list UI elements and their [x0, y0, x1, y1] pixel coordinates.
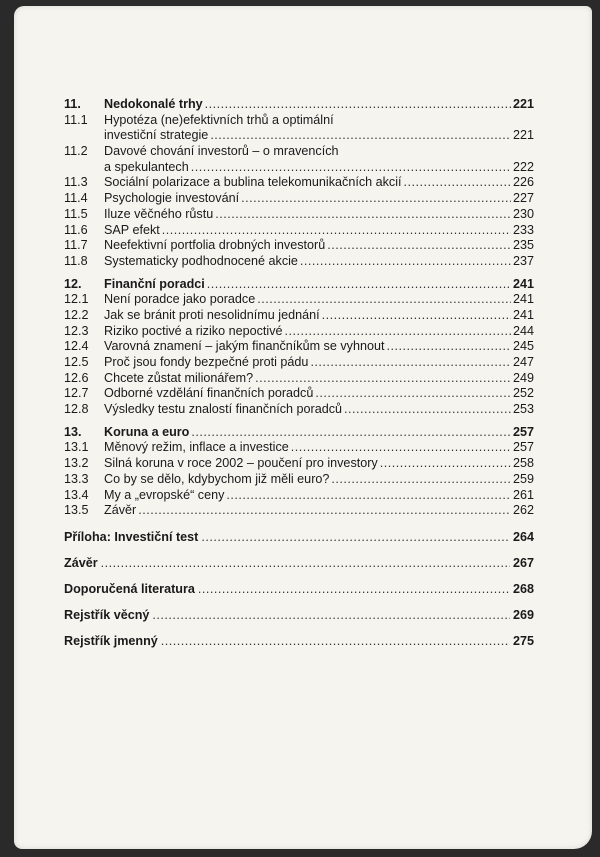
dot-leader — [257, 292, 511, 308]
dot-leader — [152, 607, 510, 623]
section-number: 13.4 — [64, 487, 89, 502]
dot-leader — [300, 254, 511, 270]
section-number: 13.3 — [64, 471, 89, 486]
section-number: 12.8 — [64, 402, 89, 417]
section-number: 12.4 — [64, 339, 89, 354]
section-title: Závěr — [104, 503, 137, 518]
section-number: 13.2 — [64, 456, 89, 471]
toc-entry-12-4 — [64, 339, 534, 355]
section-title: Psychologie investování — [104, 191, 240, 206]
chapter-title: Nedokonalé trhy — [104, 97, 203, 111]
dot-leader — [138, 503, 511, 519]
toc-chapter-12 — [64, 277, 534, 293]
dot-leader — [404, 175, 511, 191]
toc-entry-11-2 — [64, 144, 534, 160]
toc-entry-11-4 — [64, 191, 534, 207]
toc-entry-11-6 — [64, 223, 534, 239]
page-number: 268 — [512, 581, 534, 596]
toc-entry-13-5 — [64, 503, 534, 519]
dot-leader — [344, 402, 511, 418]
dot-leader — [162, 223, 511, 239]
section-number: 11.5 — [64, 206, 88, 221]
toc-entry-12-3 — [64, 324, 534, 340]
dot-leader — [101, 555, 510, 571]
page-number: 267 — [512, 555, 534, 570]
section-number: 12.2 — [64, 307, 89, 322]
toc-name-index — [64, 633, 534, 649]
section-number: 11.1 — [64, 112, 88, 127]
dot-leader — [161, 633, 510, 649]
page-number: 249 — [512, 370, 534, 385]
spacer — [64, 519, 534, 529]
dot-leader — [241, 191, 511, 207]
toc-recommended-literature — [64, 581, 534, 597]
section-title: Proč jsou fondy bezpečné proti pádu — [104, 355, 309, 369]
dot-leader — [327, 238, 511, 254]
toc-subject-index — [64, 607, 534, 623]
back-matter-title: Příloha: Investiční test — [64, 529, 199, 544]
page-number: 230 — [512, 206, 534, 221]
page-number: 227 — [512, 191, 534, 206]
dot-leader — [386, 339, 511, 355]
dot-leader — [191, 425, 511, 441]
page-number: 261 — [512, 487, 534, 502]
page-number: 241 — [512, 307, 534, 322]
page-number: 269 — [512, 607, 534, 622]
page-number: 221 — [512, 97, 534, 111]
section-title: Není poradce jako poradce — [104, 292, 256, 307]
dot-leader — [215, 207, 511, 223]
back-matter-title: Rejstřík věcný — [64, 607, 150, 622]
section-title: Co by se dělo, kdybychom již měli euro? — [104, 471, 330, 486]
section-title: Jak se bránit proti nesolidnímu jednání — [104, 307, 320, 322]
page-number: 245 — [512, 339, 534, 354]
section-number: 12.6 — [64, 370, 89, 385]
section-title: Davové chování investorů – o mravencích — [104, 144, 339, 159]
section-number: 11.2 — [64, 144, 88, 159]
section-number: 11.4 — [64, 191, 88, 206]
spacer — [64, 545, 534, 555]
chapter-number: 12. — [64, 276, 82, 291]
section-title: Silná koruna v roce 2002 – poučení pro investory — [104, 456, 378, 471]
dot-leader — [380, 456, 511, 472]
back-matter-title: Doporučená literatura — [64, 581, 195, 596]
page-number: 235 — [512, 238, 534, 253]
section-title: Hypotéza (ne)efektivních trhů a optimální — [104, 112, 334, 127]
page-number: 244 — [512, 323, 534, 338]
page-number: 233 — [512, 222, 534, 237]
section-number: 13.5 — [64, 503, 89, 518]
section-number: 12.5 — [64, 355, 89, 369]
toc-entry-12-7 — [64, 386, 534, 402]
spacer — [64, 571, 534, 581]
section-title: Odborné vzdělání finančních poradců — [104, 386, 314, 401]
dot-leader — [285, 324, 511, 340]
dot-leader — [207, 277, 511, 293]
section-title: Sociální polarizace a bublina telekomunikačních akcií — [104, 175, 402, 190]
section-title: Varovná znamení – jakým finančníkům se vyhnout — [104, 339, 385, 354]
section-title: Neefektivní portfolia drobných investorů — [104, 238, 326, 253]
section-title: Chcete zůstat milionářem? — [104, 370, 254, 385]
page-number: 253 — [512, 402, 534, 417]
section-title: SAP efekt — [104, 222, 160, 237]
section-title: Riziko poctivé a riziko nepoctivé — [104, 323, 283, 338]
dot-leader — [331, 472, 511, 488]
dot-leader — [315, 386, 511, 402]
toc-entry-11-3 — [64, 175, 534, 191]
dot-leader — [201, 529, 510, 545]
toc-entry-12-1 — [64, 292, 534, 308]
chapter-number: 13. — [64, 424, 82, 439]
toc-appendix — [64, 529, 534, 545]
section-number: 11.6 — [64, 222, 88, 237]
chapter-title: Koruna a euro — [104, 424, 190, 439]
toc-entry-12-5 — [64, 355, 534, 371]
spacer — [64, 418, 534, 425]
toc-entry-11-1-cont — [64, 128, 534, 144]
toc-entry-11-2-cont — [64, 160, 534, 176]
table-of-contents — [64, 97, 534, 649]
toc-entry-11-5 — [64, 207, 534, 223]
dot-leader — [191, 160, 511, 176]
page-number: 247 — [512, 355, 534, 369]
section-title: Výsledky testu znalostí finančních poradců — [104, 402, 343, 417]
page-number: 241 — [512, 292, 534, 307]
section-number: 12.7 — [64, 386, 89, 401]
book-page — [14, 6, 592, 849]
chapter-number: 11. — [64, 97, 81, 111]
dot-leader — [310, 355, 511, 371]
toc-entry-13-1 — [64, 440, 534, 456]
chapter-title: Finanční poradci — [104, 276, 205, 291]
page-number: 257 — [512, 424, 534, 439]
toc-entry-13-4 — [64, 488, 534, 504]
back-matter-title: Rejstřík jmenný — [64, 633, 158, 648]
page-number: 221 — [512, 128, 534, 143]
section-title-continued: investiční strategie — [104, 128, 209, 143]
toc-entry-11-1 — [64, 113, 534, 129]
page-number: 257 — [512, 440, 534, 455]
dot-leader — [210, 128, 511, 144]
dot-leader — [322, 308, 511, 324]
section-number: 12.3 — [64, 323, 89, 338]
section-number: 11.3 — [64, 175, 88, 190]
page-number: 259 — [512, 471, 534, 486]
section-title-continued: a spekulantech — [104, 159, 189, 174]
toc-entry-13-3 — [64, 472, 534, 488]
section-number: 11.7 — [64, 238, 88, 253]
page-number: 237 — [512, 253, 534, 268]
dot-leader — [205, 97, 511, 113]
section-number: 11.8 — [64, 253, 88, 268]
section-number: 13.1 — [64, 440, 89, 455]
page-number: 226 — [512, 175, 534, 190]
toc-entry-11-7 — [64, 238, 534, 254]
section-title: Iluze věčného růstu — [104, 206, 214, 221]
toc-conclusion — [64, 555, 534, 571]
section-title: My a „evropské“ ceny — [104, 487, 225, 502]
section-number: 12.1 — [64, 292, 89, 307]
page-number: 222 — [512, 159, 534, 174]
dot-leader — [291, 440, 511, 456]
toc-entry-12-6 — [64, 371, 534, 387]
page-number: 252 — [512, 386, 534, 401]
toc-entry-11-8 — [64, 254, 534, 270]
toc-chapter-13 — [64, 425, 534, 441]
spacer — [64, 623, 534, 633]
page-number: 264 — [512, 529, 534, 544]
page-number: 262 — [512, 503, 534, 518]
page-number: 258 — [512, 456, 534, 471]
section-title: Systematicky podhodnocené akcie — [104, 253, 298, 268]
toc-chapter-11 — [64, 97, 534, 113]
dot-leader — [198, 581, 510, 597]
dot-leader — [226, 488, 511, 504]
back-matter-title: Závěr — [64, 555, 98, 570]
page-number: 241 — [512, 276, 534, 291]
spacer — [64, 270, 534, 277]
dot-leader — [255, 371, 511, 387]
toc-entry-13-2 — [64, 456, 534, 472]
toc-entry-12-2 — [64, 308, 534, 324]
section-title: Měnový režim, inflace a investice — [104, 440, 289, 455]
spacer — [64, 597, 534, 607]
toc-entry-12-8 — [64, 402, 534, 418]
page-number: 275 — [512, 633, 534, 648]
